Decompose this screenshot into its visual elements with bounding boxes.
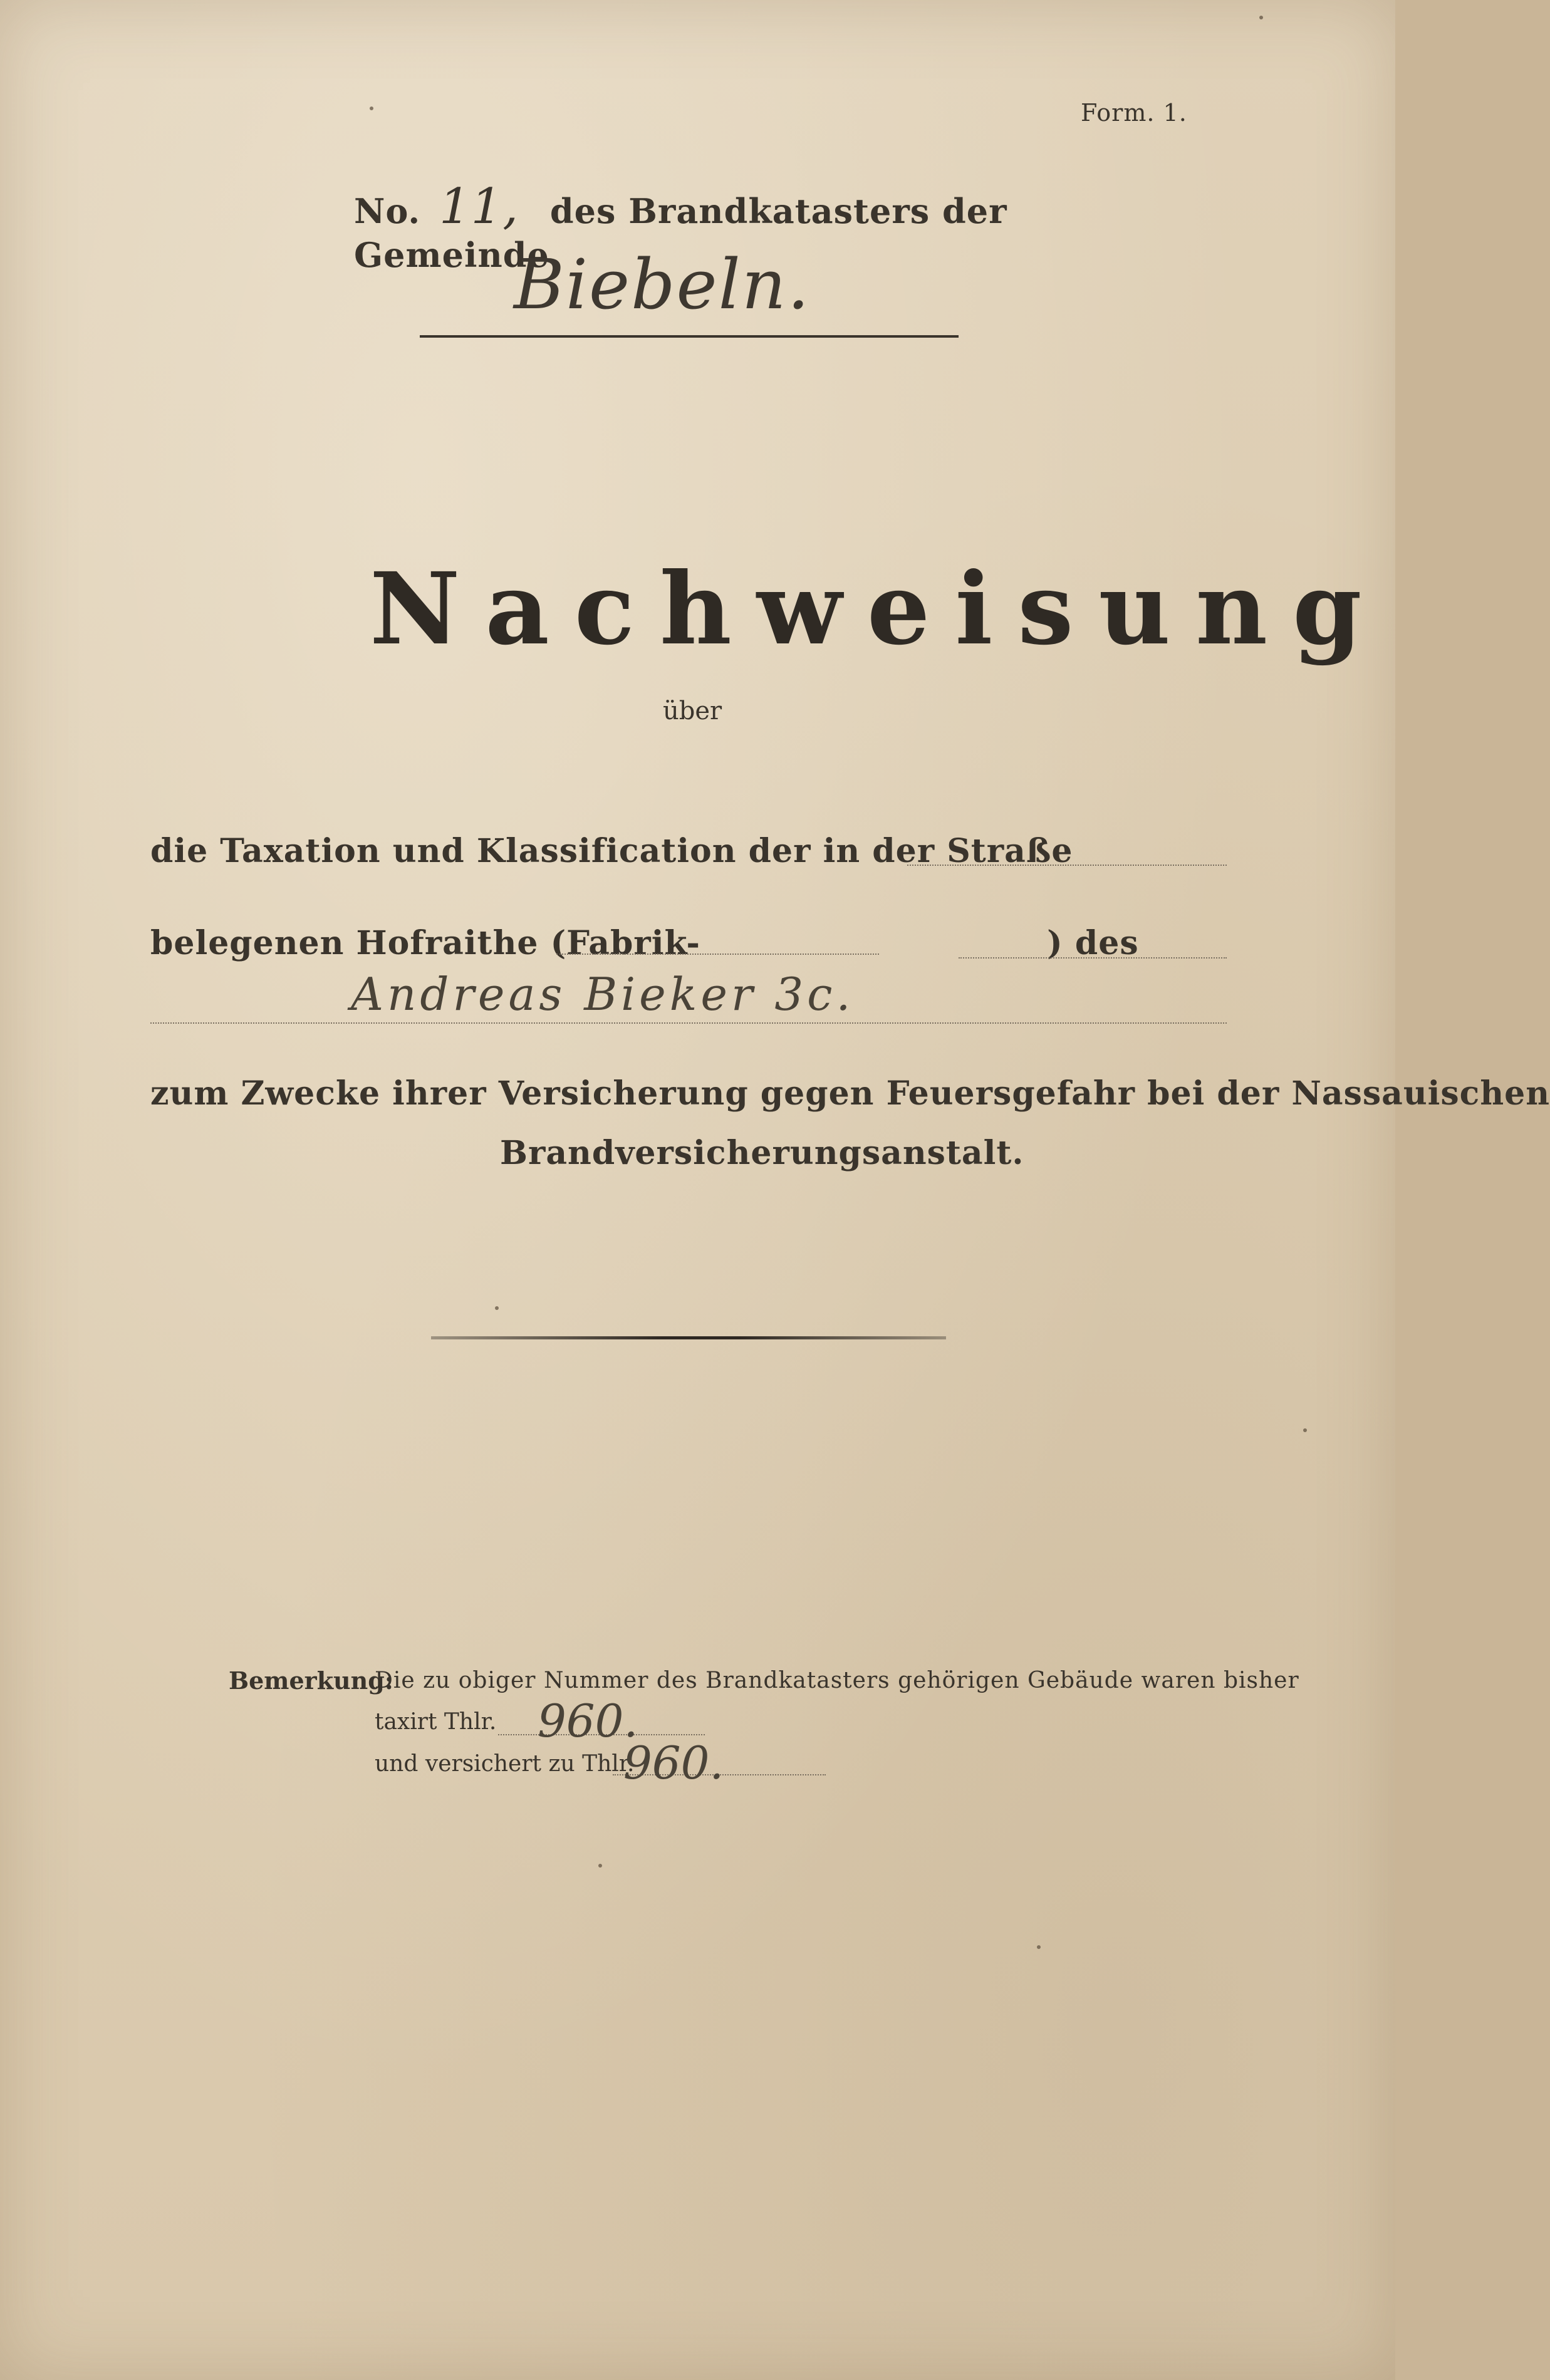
- municipality-underline: [420, 335, 959, 338]
- remark-label: Bemerkung:: [229, 1666, 393, 1695]
- owner-fill-line-b: [150, 1022, 1227, 1024]
- owner-fill-line-a: [959, 957, 1227, 959]
- street-fill-line: [907, 865, 1227, 866]
- number-prefix: No.: [354, 191, 421, 231]
- register-number: 11,: [439, 179, 519, 235]
- remark-line-1: Die zu obiger Nummer des Brandkatasters gehörigen Gebäude waren bisher: [375, 1668, 1299, 1693]
- municipality-name: Biebeln.: [514, 244, 811, 325]
- body-line-5: Brandversicherungsanstalt.: [500, 1134, 1024, 1172]
- page-title: Nachweisung: [370, 551, 1387, 667]
- body-line-2: [150, 924, 1139, 962]
- insured-value: 960.: [623, 1737, 724, 1789]
- subtitle: über: [663, 697, 722, 725]
- paper-speck: [495, 1306, 499, 1310]
- register-header-text: des Brandkatasters der Gemeinde: [354, 191, 1007, 275]
- body-line-2-start: belegenen Hofraithe (Fabrik-: [150, 924, 700, 962]
- body-line-1: die Taxation und Klassification der in der Straße: [150, 832, 1073, 870]
- taxed-value: 960.: [538, 1695, 638, 1747]
- remark-line-3: und versichert zu Thlr.: [375, 1751, 635, 1777]
- divider-rule: [431, 1336, 946, 1339]
- paper-speck: [598, 1864, 602, 1868]
- form-label: Form. 1.: [1081, 99, 1187, 127]
- owner-name: Andreas Bieker 3c.: [351, 968, 855, 1021]
- body-line-2-end: ) des: [1047, 924, 1139, 962]
- remark-line-2: taxirt Thlr.: [375, 1709, 497, 1735]
- paper-speck: [1259, 16, 1263, 19]
- paper-speck: [1037, 1945, 1041, 1949]
- paper-speck: [370, 107, 373, 110]
- body-line-4: zum Zwecke ihrer Versicherung gegen Feuersgefahr bei der Nassauischen: [150, 1074, 1550, 1113]
- factory-fill-line: [556, 954, 879, 955]
- paper-speck: [1303, 1428, 1307, 1432]
